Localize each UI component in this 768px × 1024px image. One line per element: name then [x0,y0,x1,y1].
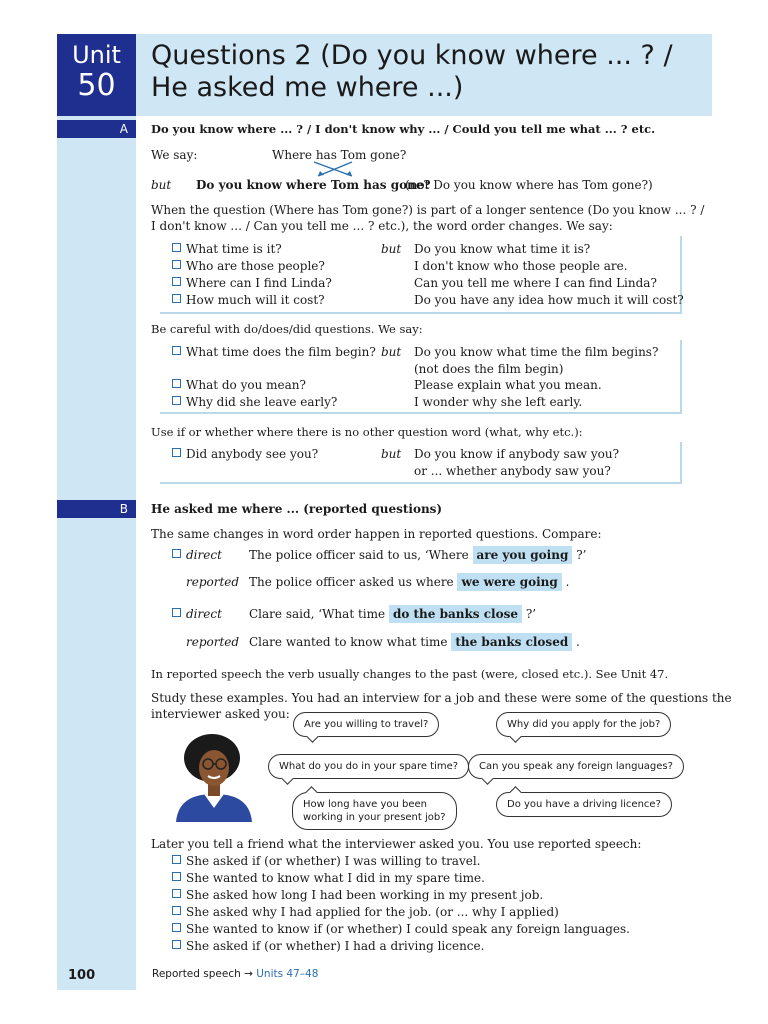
footer-ref-link[interactable]: Units 47–48 [256,968,319,980]
but-example: Do you know where Tom has gone? [196,178,431,192]
ex1-reported [249,574,569,590]
pair2-left-2: What do you mean? [172,377,306,393]
bubble-text-languages: Can you speak any foreign languages? [479,761,673,772]
speech-bubble-travel [293,712,439,737]
pair2-right-3: I wonder why she left early. [414,395,583,409]
ex2-direct [249,606,536,622]
pair2-right-1: (not does the film begin) [414,362,564,376]
footer-reference [152,968,318,980]
speech-bubble-spare-time [268,754,469,779]
reported-item-0: She asked if (or whether) I was willing to travel. [172,853,481,869]
reported-item-1: She wanted to know what I did in my spare time. [172,870,485,886]
bubble-text-how-long-1: How long have you been [303,799,428,810]
ex2-direct-post: ?’ [525,607,537,621]
title-line-2: He asked me where ...) [151,72,464,103]
study-line-2: interviewer asked you: [151,707,290,721]
bubble-text-how-long-2: working in your present job? [303,812,446,823]
pair3-right-2: or ... whether anybody saw you? [414,464,611,478]
pair1-right-1: I don't know who those people are. [414,259,628,273]
pair2-right-0: Do you know what time the film begins? [414,345,659,359]
bubble-text-apply: Why did you apply for the job? [507,719,661,730]
section-a-heading: Do you know where ... ? / I don't know why ... / Could you tell me what ... ? etc. [151,122,656,136]
bubble-text-spare-time: What do you do in your spare time? [279,761,459,772]
reported-item-3: She asked why I had applied for the job. (or ... why I applied) [172,904,559,920]
pair1-right-0: Do you know what time it is? [414,242,591,256]
pair1-but: but [381,242,402,256]
title-line-1: Questions 2 (Do you know where ... ? / [151,40,673,71]
section-b-letter: B [119,502,128,516]
reported-item-2: She asked how long I had been working in my present job. [172,887,543,903]
unit-number: 50 [77,68,116,103]
use-if-note: Use if or whether where there is no other question word (what, why etc.): [151,425,583,439]
ex2-reported [249,634,580,650]
not-note: (not Do you know where has Tom gone?) [405,178,653,192]
ex2-reported-label: reported [186,635,240,649]
we-say-example: Where has Tom gone? [272,148,407,162]
page-number: 100 [68,968,96,983]
ex1-reported-label: reported [186,575,240,589]
unit-badge [57,34,136,116]
ex1-reported-post: . [565,575,570,589]
section-b-intro: The same changes in word order happen in reported questions. Compare: [151,527,602,541]
ex1-direct-pre: The police officer said to us, ‘Where [249,548,469,562]
reported-item-4: She wanted to know if (or whether) I could speak any foreign languages. [172,921,630,937]
later-line: Later you tell a friend what the interviewer asked you. You use reported speech: [151,837,642,851]
bubble-text-travel: Are you willing to travel? [304,719,429,730]
pair2-left-0: What time does the film begin? [172,344,376,360]
section-b-heading: He asked me where ... (reported questions) [151,502,443,516]
pair1-left-3: How much will it cost? [172,292,325,308]
section-a-bar [57,120,136,138]
unit-word: Unit [72,41,121,69]
explain-line-1: When the question (Where has Tom gone?) is part of a longer sentence (Do you know ... ? / [151,203,705,217]
pair3-but: but [381,447,402,461]
explain-line-2: I don't know ... / Can you tell me ... ? etc.), the word order changes. We say: [151,219,613,233]
section-b-bar [57,500,136,518]
pair1-left-2: Where can I find Linda? [172,275,332,291]
careful-note: Be careful with do/does/did questions. We say: [151,322,423,336]
ex1-reported-pre: The police officer asked us where [249,575,454,589]
speech-bubble-how-long [292,792,457,830]
pair3-right-1: Do you know if anybody saw you? [414,447,620,461]
interviewer-illustration [166,734,262,822]
ex1-direct-post: ?’ [576,548,587,562]
ex2-direct-pre: Clare said, ‘What time [249,607,386,621]
we-say-label: We say: [151,148,198,162]
ex2-direct-label: direct [172,606,222,622]
page-title [151,40,673,104]
pair3-left: Did anybody see you? [172,446,318,462]
speech-bubble-apply [496,712,671,737]
ex1-direct-highlight: are you going [473,546,573,564]
ex2-reported-highlight: the banks closed [451,633,572,651]
ex2-reported-pre: Clare wanted to know what time [249,635,448,649]
reported-item-5: She asked if (or whether) I had a driving licence. [172,938,484,954]
pair1-left-0: What time is it? [172,241,282,257]
word-swap-arrows [310,160,360,178]
study-line-1: Study these examples. You had an interview for a job and these were some of the questions the [151,691,732,705]
pair2-left-3: Why did she leave early? [172,394,337,410]
ex1-direct-label: direct [172,547,222,563]
ex1-reported-highlight: we were going [457,573,561,591]
footer-ref-text: Reported speech → [152,968,253,980]
pair2-but: but [381,345,402,359]
speech-bubble-languages [468,754,684,779]
section-a-letter: A [119,122,128,136]
verb-note: In reported speech the verb usually changes to the past (were, closed etc.). See Unit 47. [151,667,669,681]
pair1-right-2: Can you tell me where I can find Linda? [414,276,657,290]
but-label: but [151,178,172,192]
ex2-reported-post: . [576,635,580,649]
ex2-direct-highlight: do the banks close [389,605,522,623]
speech-bubble-licence [496,792,672,817]
pair1-left-1: Who are those people? [172,258,325,274]
pair1-right-3: Do you have any idea how much it will cost? [414,293,684,307]
pair2-right-2: Please explain what you mean. [414,378,602,392]
bubble-text-licence: Do you have a driving licence? [507,799,661,810]
ex1-direct [249,547,586,563]
